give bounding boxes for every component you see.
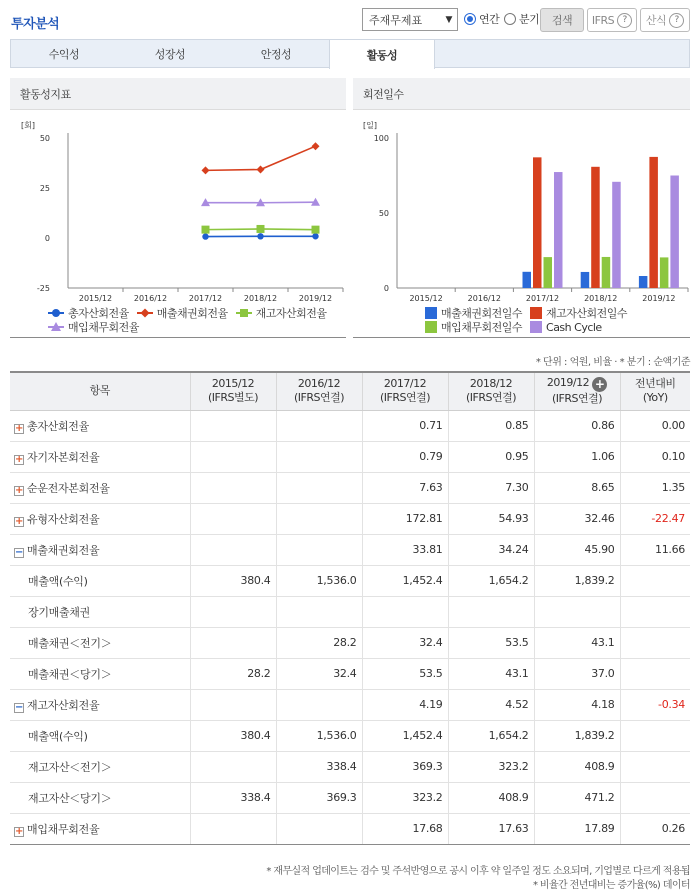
table-row <box>10 658 690 689</box>
row-label: 총자산회전율 <box>27 419 89 433</box>
yoy-cell: -22.47 <box>620 503 690 534</box>
value-cell: 1,452.4 <box>362 565 448 596</box>
legend-item[interactable] <box>530 306 627 320</box>
value-cell: 1,839.2 <box>534 720 620 751</box>
tab-growth[interactable]: 성장성 <box>154 47 186 61</box>
radio-quarter[interactable] <box>504 11 539 27</box>
y-tick-label: 25 <box>39 184 50 193</box>
footnote-yoy: * 비율간 전년대비는 증가율(%) 데이터 <box>532 880 690 891</box>
data-point[interactable] <box>312 233 318 239</box>
data-point[interactable] <box>202 226 210 234</box>
value-cell <box>190 751 276 782</box>
expand-toggle-icon[interactable]: + <box>14 825 24 837</box>
turnover-days-chart-legend <box>425 306 690 334</box>
legend-item[interactable] <box>425 320 522 334</box>
value-cell: 28.2 <box>190 658 276 689</box>
row-label: 순운전자본회전율 <box>27 481 110 495</box>
value-cell: 4.19 <box>362 689 448 720</box>
radio-annual-label: 연간 <box>479 13 500 26</box>
yoy-cell <box>620 720 690 751</box>
value-cell: 408.9 <box>534 751 620 782</box>
table-row[interactable] <box>10 410 690 441</box>
analysis-tabs <box>10 39 690 68</box>
value-cell: 380.4 <box>190 565 276 596</box>
value-cell <box>190 689 276 720</box>
value-cell: 0.79 <box>362 441 448 472</box>
legend-label: 매입채무회전율 <box>68 321 139 334</box>
row-label: 재고자산＜당기＞ <box>28 791 112 805</box>
x-tick-label: 2017/12 <box>525 294 560 303</box>
bar[interactable] <box>533 157 542 288</box>
value-cell <box>276 410 362 441</box>
expand-toggle-icon[interactable]: + <box>14 515 24 527</box>
value-cell: 0.71 <box>362 410 448 441</box>
tab-stability[interactable]: 안정성 <box>260 47 292 61</box>
legend-swatch-icon <box>425 321 437 333</box>
table-row <box>10 751 690 782</box>
value-cell: 34.24 <box>448 534 534 565</box>
legend-item[interactable] <box>48 306 129 320</box>
value-cell <box>276 503 362 534</box>
value-cell: 1,654.2 <box>448 720 534 751</box>
legend-label: 매입채무회전일수 <box>441 321 523 334</box>
turnover-days-chart-title: 회전일수 <box>353 78 690 110</box>
expand-toggle-icon[interactable]: + <box>14 484 24 496</box>
value-cell: 43.1 <box>534 627 620 658</box>
expand-toggle-icon[interactable]: + <box>14 453 24 465</box>
value-cell <box>276 472 362 503</box>
legend-swatch-icon <box>137 308 153 318</box>
row-label-cell <box>10 720 190 751</box>
value-cell: 380.4 <box>190 720 276 751</box>
value-cell: 4.18 <box>534 689 620 720</box>
row-label: 매출액(수익) <box>28 729 88 743</box>
value-cell <box>190 596 276 627</box>
question-icon: ? <box>669 13 684 28</box>
value-cell: 1,536.0 <box>276 565 362 596</box>
value-cell: 32.4 <box>362 627 448 658</box>
value-cell: 53.5 <box>448 627 534 658</box>
value-cell: 32.46 <box>534 503 620 534</box>
value-cell <box>276 813 362 844</box>
legend-item[interactable] <box>425 306 522 320</box>
footnote-update: * 재무실적 업데이트는 검수 및 주석반영으로 공시 이후 약 일주일 정도 소요되며, 기업별로 다르게 적용됩 <box>266 866 690 877</box>
bar[interactable] <box>612 182 621 288</box>
value-cell: 369.3 <box>362 751 448 782</box>
yoy-cell: 1.35 <box>620 472 690 503</box>
yoy-cell: -0.34 <box>620 689 690 720</box>
page-title: 투자분석 <box>11 17 60 32</box>
x-tick-label: 2015/12 <box>409 294 443 303</box>
value-cell <box>276 689 362 720</box>
value-cell <box>190 813 276 844</box>
statement-select-value: 주재무제표 <box>369 13 423 27</box>
bar[interactable] <box>602 257 611 288</box>
yoy-cell <box>620 565 690 596</box>
turnover-days-bar-chart <box>353 78 690 338</box>
yoy-cell: 0.10 <box>620 441 690 472</box>
legend-label: 매출채권회전일수 <box>441 307 523 320</box>
question-icon: ? <box>617 13 632 28</box>
table-row[interactable] <box>10 813 690 844</box>
legend-item[interactable] <box>236 306 327 320</box>
row-label-cell <box>10 472 190 503</box>
legend-item[interactable] <box>137 306 228 320</box>
table-row <box>10 565 690 596</box>
legend-swatch-icon <box>236 308 252 318</box>
value-cell: 0.86 <box>534 410 620 441</box>
row-label-cell <box>10 813 190 844</box>
y-tick-label: -25 <box>36 284 50 293</box>
x-tick-label: 2018/12 <box>584 294 618 303</box>
row-label-cell <box>10 410 190 441</box>
x-tick-label: 2016/12 <box>467 294 501 303</box>
value-cell: 17.63 <box>448 813 534 844</box>
table-row[interactable] <box>10 441 690 472</box>
value-cell: 338.4 <box>190 782 276 813</box>
row-label-cell <box>10 503 190 534</box>
y-unit-label: [일] <box>363 121 377 130</box>
y-tick-label: 0 <box>383 284 389 293</box>
bar[interactable] <box>649 157 658 288</box>
value-cell: 54.93 <box>448 503 534 534</box>
turnover-days-chart-panel <box>353 78 690 338</box>
yoy-cell: 0.26 <box>620 813 690 844</box>
yoy-cell <box>620 658 690 689</box>
value-cell <box>190 503 276 534</box>
value-cell: 323.2 <box>448 751 534 782</box>
table-row <box>10 720 690 751</box>
y-tick-label: 100 <box>373 134 389 143</box>
tab-profitability[interactable]: 수익성 <box>48 47 80 61</box>
row-label: 매출채권＜당기＞ <box>28 667 112 681</box>
table-row[interactable] <box>10 503 690 534</box>
value-cell: 369.3 <box>276 782 362 813</box>
formula-help-button[interactable] <box>640 8 690 32</box>
yoy-cell: 11.66 <box>620 534 690 565</box>
radio-quarter-label: 분기 <box>519 13 540 26</box>
value-cell: 45.90 <box>534 534 620 565</box>
legend-label: 매출채권회전율 <box>156 307 228 320</box>
data-point[interactable] <box>202 166 210 174</box>
x-tick-label: 2016/12 <box>133 294 168 303</box>
column-header-year: 2018/12 (IFRS연결) <box>448 372 534 410</box>
row-label-cell <box>10 534 190 565</box>
yoy-cell <box>620 782 690 813</box>
legend-swatch-icon <box>530 321 542 333</box>
formula-label: 산식 <box>645 14 667 27</box>
x-tick-label: 2017/12 <box>188 294 223 303</box>
statement-select[interactable] <box>362 8 458 31</box>
value-cell <box>190 410 276 441</box>
search-button[interactable]: 검색 <box>540 8 584 32</box>
bar[interactable] <box>660 257 669 288</box>
value-cell: 43.1 <box>448 658 534 689</box>
row-label-cell <box>10 441 190 472</box>
value-cell: 1,536.0 <box>276 720 362 751</box>
activity-chart-title: 활동성지표 <box>10 78 346 110</box>
unit-note: * 단위 : 억원, 비율 · * 분기 : 순액기준 <box>535 357 690 368</box>
ifrs-help-button[interactable] <box>587 8 637 32</box>
quarter-year-label: 2019/12 <box>546 376 590 390</box>
table-row[interactable] <box>10 472 690 503</box>
legend-item[interactable] <box>48 320 139 334</box>
radio-unselected-icon <box>504 13 516 25</box>
column-header-year: 2015/12 (IFRS별도) <box>190 372 276 410</box>
activity-chart-panel <box>10 78 346 338</box>
value-cell: 323.2 <box>362 782 448 813</box>
value-cell <box>448 596 534 627</box>
radio-selected-icon <box>464 13 476 25</box>
value-cell <box>190 472 276 503</box>
column-header-year: 2016/12 (IFRS연결) <box>276 372 362 410</box>
value-cell: 471.2 <box>534 782 620 813</box>
row-label-cell <box>10 751 190 782</box>
column-header-item: 항목 <box>10 372 190 410</box>
value-cell <box>276 596 362 627</box>
table-row <box>10 627 690 658</box>
row-label: 매출채권＜전기＞ <box>28 636 112 650</box>
chevron-down-icon: ▼ <box>445 14 453 25</box>
legend-swatch-icon <box>48 308 64 318</box>
value-cell: 1,452.4 <box>362 720 448 751</box>
value-cell: 0.95 <box>448 441 534 472</box>
data-point[interactable] <box>202 233 208 239</box>
value-cell: 1,839.2 <box>534 565 620 596</box>
bar[interactable] <box>639 276 648 288</box>
y-tick-label: 0 <box>44 234 50 243</box>
ifrs-label: IFRS <box>591 13 615 27</box>
legend-label: 재고자산회전율 <box>255 307 327 320</box>
table-row[interactable] <box>10 534 690 565</box>
bar[interactable] <box>581 272 590 288</box>
legend-label: 총자산회전율 <box>68 307 129 320</box>
column-header-year: 2019/12 + (IFRS연결) <box>534 372 620 410</box>
x-tick-label: 2018/12 <box>243 294 278 303</box>
bar[interactable] <box>554 172 563 288</box>
value-cell <box>190 534 276 565</box>
legend-swatch-icon <box>530 307 542 319</box>
value-cell: 338.4 <box>276 751 362 782</box>
yoy-cell <box>620 596 690 627</box>
legend-label: 재고자산회전일수 <box>546 307 628 320</box>
table-row[interactable] <box>10 689 690 720</box>
legend-label: Cash Cycle <box>546 320 602 334</box>
data-point[interactable] <box>257 233 263 239</box>
value-cell: 8.65 <box>534 472 620 503</box>
yoy-cell <box>620 627 690 658</box>
row-label-cell <box>10 658 190 689</box>
legend-item[interactable] <box>530 320 602 334</box>
expand-toggle-icon[interactable]: + <box>14 422 24 434</box>
data-point[interactable] <box>257 166 265 174</box>
column-header-year: 2017/12 (IFRS연결) <box>362 372 448 410</box>
row-label-cell <box>10 689 190 720</box>
value-cell: 408.9 <box>448 782 534 813</box>
row-label: 매입채무회전율 <box>27 822 100 836</box>
column-header-yoy: 전년대비 (YoY) <box>620 372 690 410</box>
value-cell: 17.89 <box>534 813 620 844</box>
row-label: 유형자산회전율 <box>27 512 100 526</box>
value-cell: 28.2 <box>276 627 362 658</box>
value-cell <box>276 441 362 472</box>
activity-chart-legend <box>48 306 346 334</box>
data-point[interactable] <box>257 225 265 233</box>
collapse-toggle-icon[interactable]: − <box>14 701 24 713</box>
row-label: 장기매출채권 <box>28 605 90 619</box>
row-label: 자기자본회전율 <box>27 450 100 464</box>
value-cell: 33.81 <box>362 534 448 565</box>
row-label-cell <box>10 596 190 627</box>
x-tick-label: 2019/12 <box>642 294 676 303</box>
bar[interactable] <box>670 176 679 289</box>
value-cell: 17.68 <box>362 813 448 844</box>
bar[interactable] <box>591 167 600 288</box>
row-label: 매출채권회전율 <box>27 543 100 557</box>
table-row <box>10 782 690 813</box>
value-cell: 37.0 <box>534 658 620 689</box>
value-cell: 172.81 <box>362 503 448 534</box>
collapse-toggle-icon[interactable]: − <box>14 546 24 558</box>
data-point[interactable] <box>312 142 320 150</box>
value-cell: 1,654.2 <box>448 565 534 596</box>
value-cell: 53.5 <box>362 658 448 689</box>
activity-ratio-table <box>10 371 690 845</box>
yoy-cell: 0.00 <box>620 410 690 441</box>
value-cell <box>190 441 276 472</box>
legend-swatch-icon <box>425 307 437 319</box>
value-cell: 0.85 <box>448 410 534 441</box>
row-label: 재고자산회전율 <box>27 698 100 712</box>
bar[interactable] <box>523 272 532 288</box>
value-cell: 32.4 <box>276 658 362 689</box>
value-cell <box>276 534 362 565</box>
value-cell: 1.06 <box>534 441 620 472</box>
tab-activity[interactable]: 활동성 <box>329 39 435 69</box>
row-label: 재고자산＜전기＞ <box>28 760 112 774</box>
value-cell <box>534 596 620 627</box>
legend-swatch-icon <box>48 322 64 332</box>
yoy-cell <box>620 751 690 782</box>
table-row <box>10 596 690 627</box>
row-label-cell <box>10 565 190 596</box>
radio-annual[interactable] <box>464 11 499 27</box>
plus-circle-icon[interactable]: + <box>592 377 607 392</box>
data-point[interactable] <box>312 226 320 234</box>
value-cell: 4.52 <box>448 689 534 720</box>
value-cell <box>190 627 276 658</box>
value-cell: 7.30 <box>448 472 534 503</box>
bar[interactable] <box>544 257 553 288</box>
table-header-row <box>10 372 690 410</box>
y-unit-label: [회] <box>21 121 35 130</box>
x-tick-label: 2019/12 <box>298 294 333 303</box>
y-tick-label: 50 <box>39 134 50 143</box>
activity-line-chart <box>10 78 346 338</box>
value-cell <box>362 596 448 627</box>
y-tick-label: 50 <box>378 209 389 218</box>
x-tick-label: 2015/12 <box>78 294 113 303</box>
row-label-cell <box>10 782 190 813</box>
row-label: 매출액(수익) <box>28 574 88 588</box>
value-cell: 7.63 <box>362 472 448 503</box>
row-label-cell <box>10 627 190 658</box>
